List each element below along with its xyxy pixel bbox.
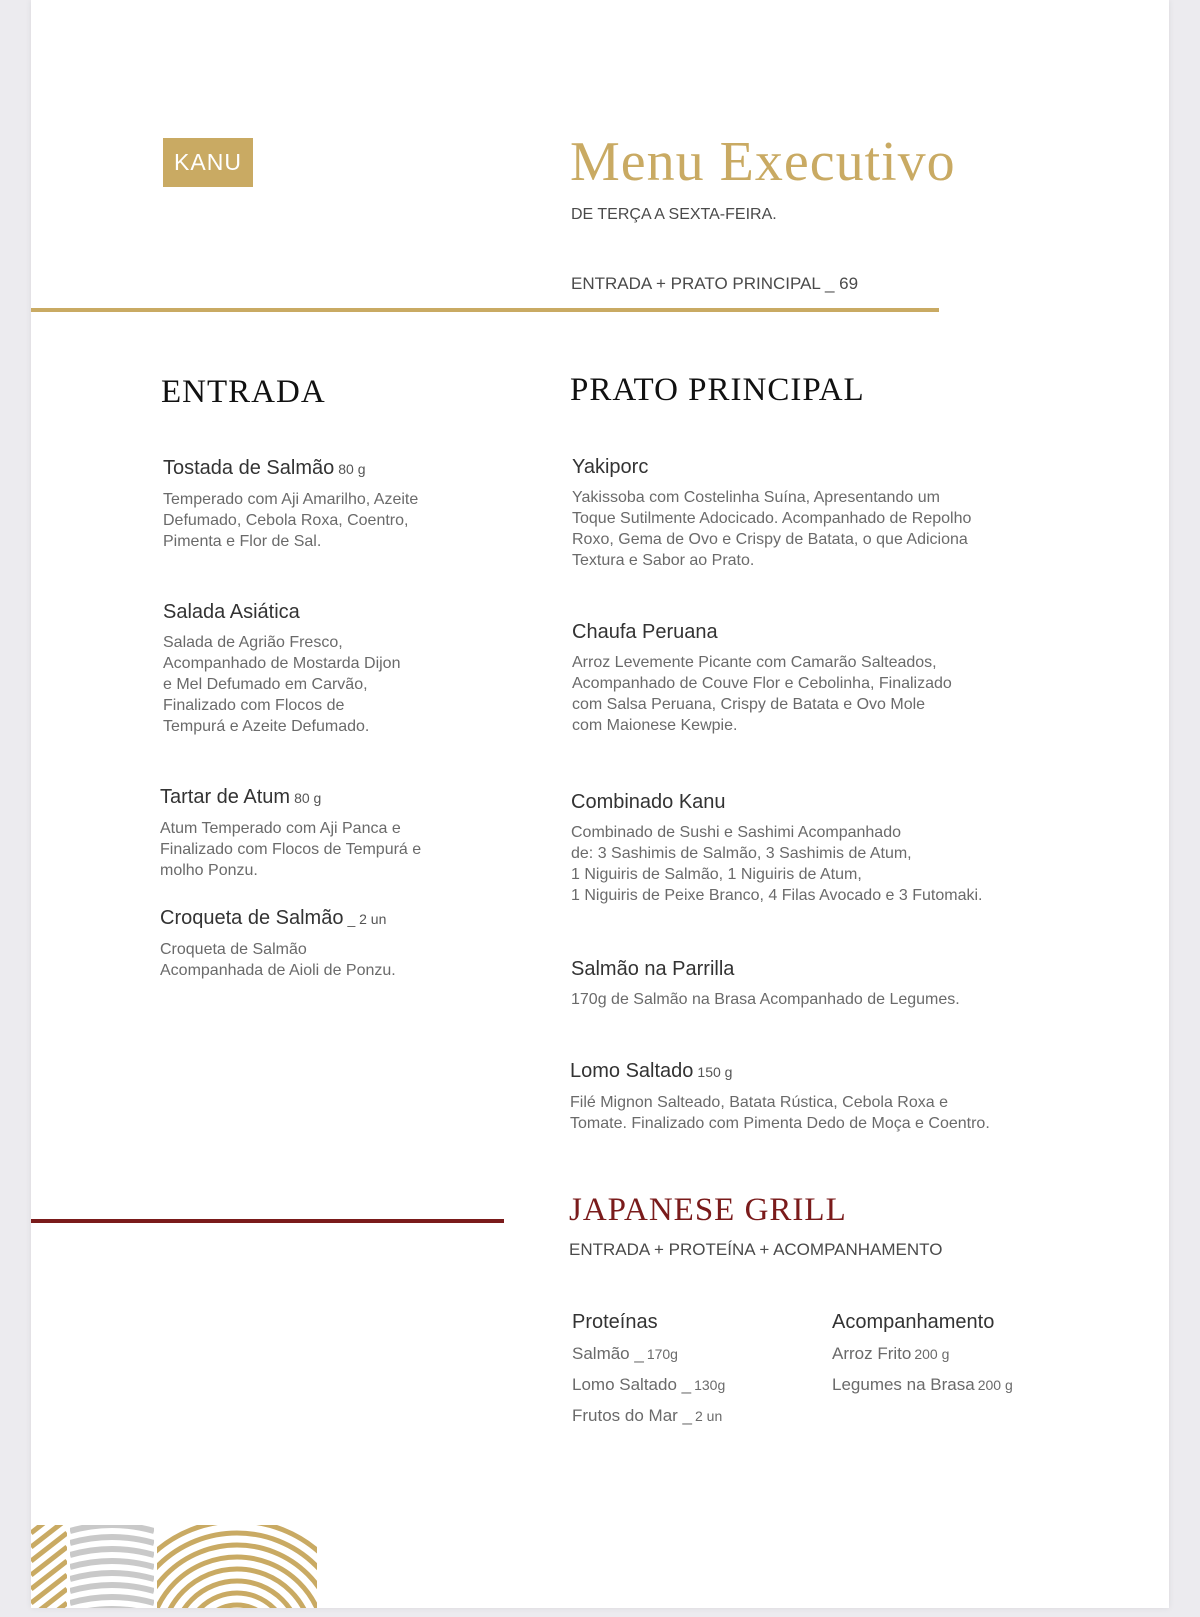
menu-price-line: ENTRADA + PRATO PRINCIPAL _ 69 — [571, 274, 859, 293]
item-description: 170g de Salmão na Brasa Acompanhado de Legumes. — [571, 991, 960, 1008]
japanese-grill-heading: JAPANESE GRILL — [569, 1192, 847, 1228]
red-divider — [31, 1219, 504, 1223]
list-item: Salmão _ 170g — [572, 1344, 678, 1363]
menu-subtitle: DE TERÇA A SEXTA-FEIRA. — [571, 206, 777, 223]
item-qty: 80 g — [338, 461, 366, 477]
item-name: Tostada de Salmão 80 g — [163, 457, 366, 479]
item-name: Tartar de Atum 80 g — [160, 786, 322, 808]
item-qty: _ 2 un — [347, 911, 387, 927]
prato-item — [570, 1059, 1150, 1134]
item-description: Atum Temperado com Aji Panca e Finalizado com Flocos de Tempurá e molho Ponzu. — [160, 820, 422, 879]
japanese-grill-subtitle: ENTRADA + PROTEÍNA + ACOMPANHAMENTO — [569, 1240, 943, 1259]
wave-pattern-decoration — [31, 1525, 317, 1608]
prato-item — [572, 620, 1092, 736]
proteinas-column — [572, 1311, 725, 1431]
item-name: Lomo Saltado 150 g — [570, 1060, 733, 1082]
item-description: Filé Mignon Salteado, Batata Rústica, Cebola Roxa e Tomate. Finalizado com Pimenta Dedo de Moça e Coentro. — [570, 1094, 990, 1132]
entrada-item — [160, 785, 520, 881]
item-description: Croqueta de Salmão Acompanhada de Aioli de Ponzu. — [160, 941, 396, 979]
item-name: Salada Asiática — [163, 601, 300, 623]
prato-item — [572, 455, 1092, 571]
entrada-item — [163, 456, 523, 552]
list-item: Lomo Saltado _ 130g — [572, 1375, 726, 1394]
list-item: Frutos do Mar _ 2 un — [572, 1406, 723, 1425]
item-description: Salada de Agrião Fresco, Acompanhado de Mostarda Dijon e Mel Defumado em Carvão, Finalizado com Flocos de Tempurá e Azeite Defumado. — [163, 634, 401, 735]
proteinas-heading: Proteínas — [572, 1311, 658, 1333]
prato-principal-heading: PRATO PRINCIPAL — [570, 372, 865, 408]
prato-item — [571, 957, 1141, 1010]
acompanhamento-list — [832, 1338, 1013, 1400]
item-name: Salmão na Parrilla — [571, 958, 735, 980]
item-name: Combinado Kanu — [571, 791, 726, 813]
item-description: Combinado de Sushi e Sashimi Acompanhado de: 3 Sashimis de Salmão, 3 Sashimis de Atum, 1 Niguiris de Salmão, 1 Niguiris de Atum, 1 Niguiris de Peixe Branco, 4 Filas Avocado e 3 Futomaki. — [571, 824, 983, 904]
item-description: Arroz Levemente Picante com Camarão Salteados, Acompanhado de Couve Flor e Cebolinha, Finalizado com Salsa Peruana, Crispy de Batata e Ovo Mole com Maionese Kewpie. — [572, 654, 952, 734]
item-qty: 150 g — [697, 1064, 733, 1080]
item-name: Chaufa Peruana — [572, 621, 718, 643]
entrada-heading: ENTRADA — [161, 374, 326, 410]
entrada-item — [163, 600, 523, 737]
acompanhamento-heading: Acompanhamento — [832, 1311, 995, 1333]
kanu-logo: KANU — [163, 138, 253, 187]
gold-divider — [31, 308, 939, 312]
item-name: Yakiporc — [572, 456, 649, 478]
entrada-item — [160, 906, 520, 981]
item-qty: 80 g — [294, 790, 322, 806]
list-item: Legumes na Brasa 200 g — [832, 1375, 1013, 1394]
prato-item — [571, 790, 1141, 906]
item-description: Yakissoba com Costelinha Suína, Apresentando um Toque Sutilmente Adocicado. Acompanhado de Repolho Roxo, Gema de Ovo e Crispy de Batata, o que Adiciona Textura e Sabor ao Prato. — [572, 489, 972, 569]
menu-title: Menu Executivo — [570, 131, 956, 193]
menu-page — [31, 0, 1169, 1608]
item-description: Temperado com Aji Amarilho, Azeite Defumado, Cebola Roxa, Coentro, Pimenta e Flor de Sal. — [163, 491, 419, 550]
acompanhamento-column — [832, 1311, 1013, 1400]
proteinas-list — [572, 1338, 725, 1431]
item-name: Croqueta de Salmão _ 2 un — [160, 907, 387, 929]
list-item: Arroz Frito 200 g — [832, 1344, 950, 1363]
